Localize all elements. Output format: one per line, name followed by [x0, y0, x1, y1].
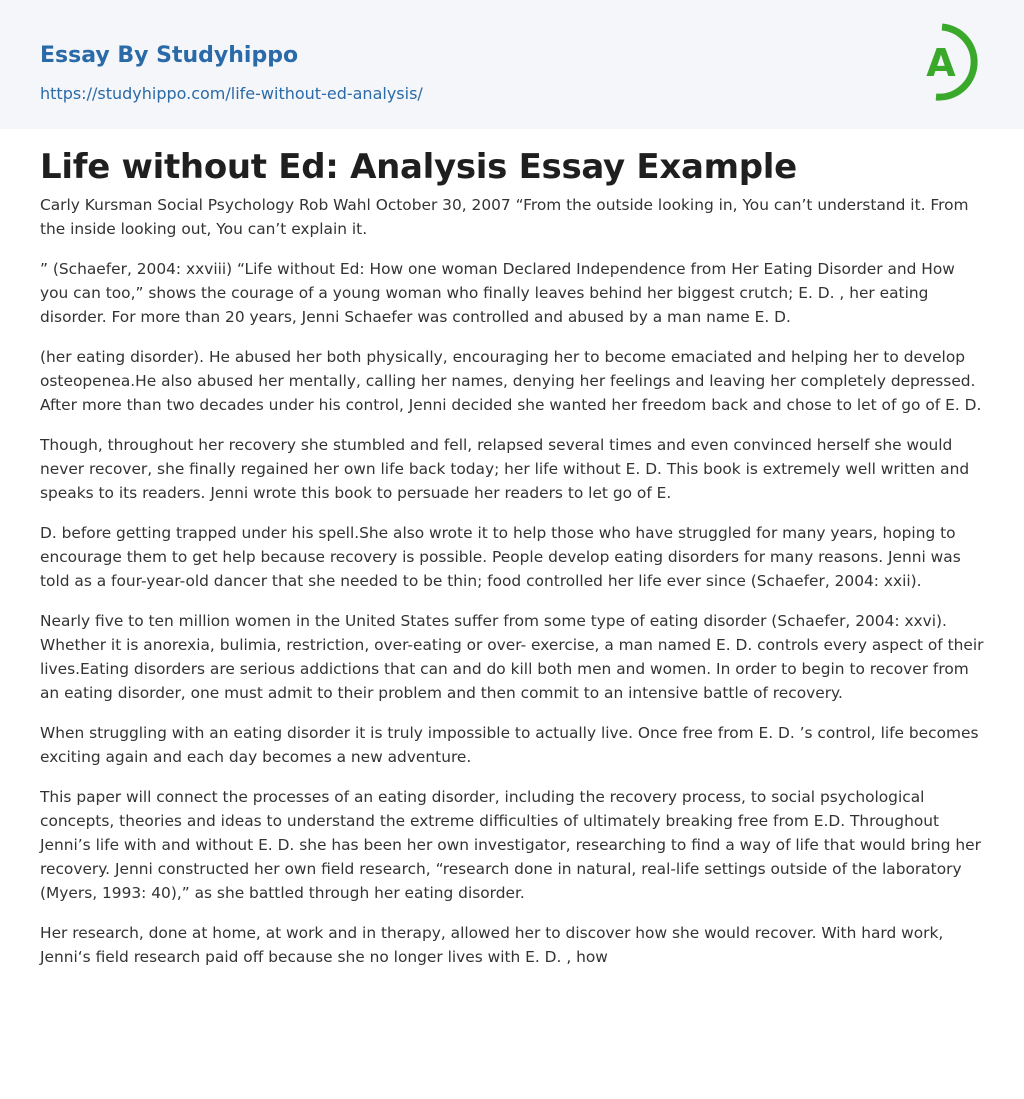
article-paragraph: D. before getting trapped under his spell.She also wrote it to help those who have struggled for many years, hoping to encourage them to get help because recovery is possible. People develop eating disorders for many reasons. Jenni was told as a four-year-old dancer that she needed to be thin; food controlled her life ever since (Schaefer, 2004: xxii).	[40, 524, 961, 590]
logo-letter: A	[926, 41, 956, 85]
article-paragraph: Carly Kursman Social Psychology Rob Wahl October 30, 2007 “From the outside looking in, You can’t understand it. From the inside looking out, You can’t explain it.	[40, 196, 969, 238]
article-paragraph: Her research, done at home, at work and in therapy, allowed her to discover how she would recover. With hard work, Jenni‘s field research paid off because she no longer lives with E. D. , how	[40, 924, 944, 966]
article-paragraph: Nearly five to ten million women in the United States suffer from some type of eating disorder (Schaefer, 2004: xxvi). Whether it is anorexia, bulimia, restriction, over-eating or over- exercise, a man named E. D. controls every aspect of their lives.Eating disorders are serious addictions that can and do kill both men and women. In order to begin to recover from an eating disorder, one must admit to their problem and then commit to an intensive battle of recovery.	[40, 612, 984, 702]
article-paragraph: ” (Schaefer, 2004: xxviii) “Life without Ed: How one woman Declared Independence from Her Eating Disorder and How you can too,” shows the courage of a young woman who finally leaves behind her biggest crutch; E. D. , her eating disorder. For more than 20 years, Jenni Schaefer was controlled and abused by a man name E. D.	[40, 260, 955, 326]
article-paragraph: Though, throughout her recovery she stumbled and fell, relapsed several times and even convinced herself she would never recover, she finally regained her own life back today; her life without E. D. This book is extremely well written and speaks to its readers. Jenni wrote this book to persuade her readers to let go of E.	[40, 436, 970, 502]
article-title: Life without Ed: Analysis Essay Example	[40, 147, 797, 187]
studyhippo-logo-icon[interactable]	[916, 19, 986, 105]
article-paragraph: This paper will connect the processes of an eating disorder, including the recovery process, to social psychological concepts, theories and ideas to understand the extreme difficulties of ultimately breaking free from E.D. Throughout Jenni’s life with and without E. D. she has been her own investigator, researching to find a way of life that would bring her recovery. Jenni constructed her own field research, “research done in natural, real-life settings outside of the laboratory (Myers, 1993: 40),” as she battled through her eating disorder.	[40, 788, 981, 902]
article-paragraph: When struggling with an eating disorder it is truly impossible to actually live. Once free from E. D. ’s control, life becomes exciting again and each day becomes a new adventure.	[40, 724, 979, 766]
article	[0, 129, 1024, 969]
site-brand[interactable]: Essay By Studyhippo	[40, 43, 299, 68]
essay-url-link[interactable]: https://studyhippo.com/life-without-ed-analysis/	[40, 84, 423, 103]
site-header	[0, 0, 1024, 129]
article-paragraph: (her eating disorder). He abused her both physically, encouraging her to become emaciated and helping her to develop osteopenea.He also abused her mentally, calling her names, denying her feelings and leaving her completely depressed. After more than two decades under his control, Jenni decided she wanted her freedom back and chose to let of go of E. D.	[40, 348, 982, 414]
